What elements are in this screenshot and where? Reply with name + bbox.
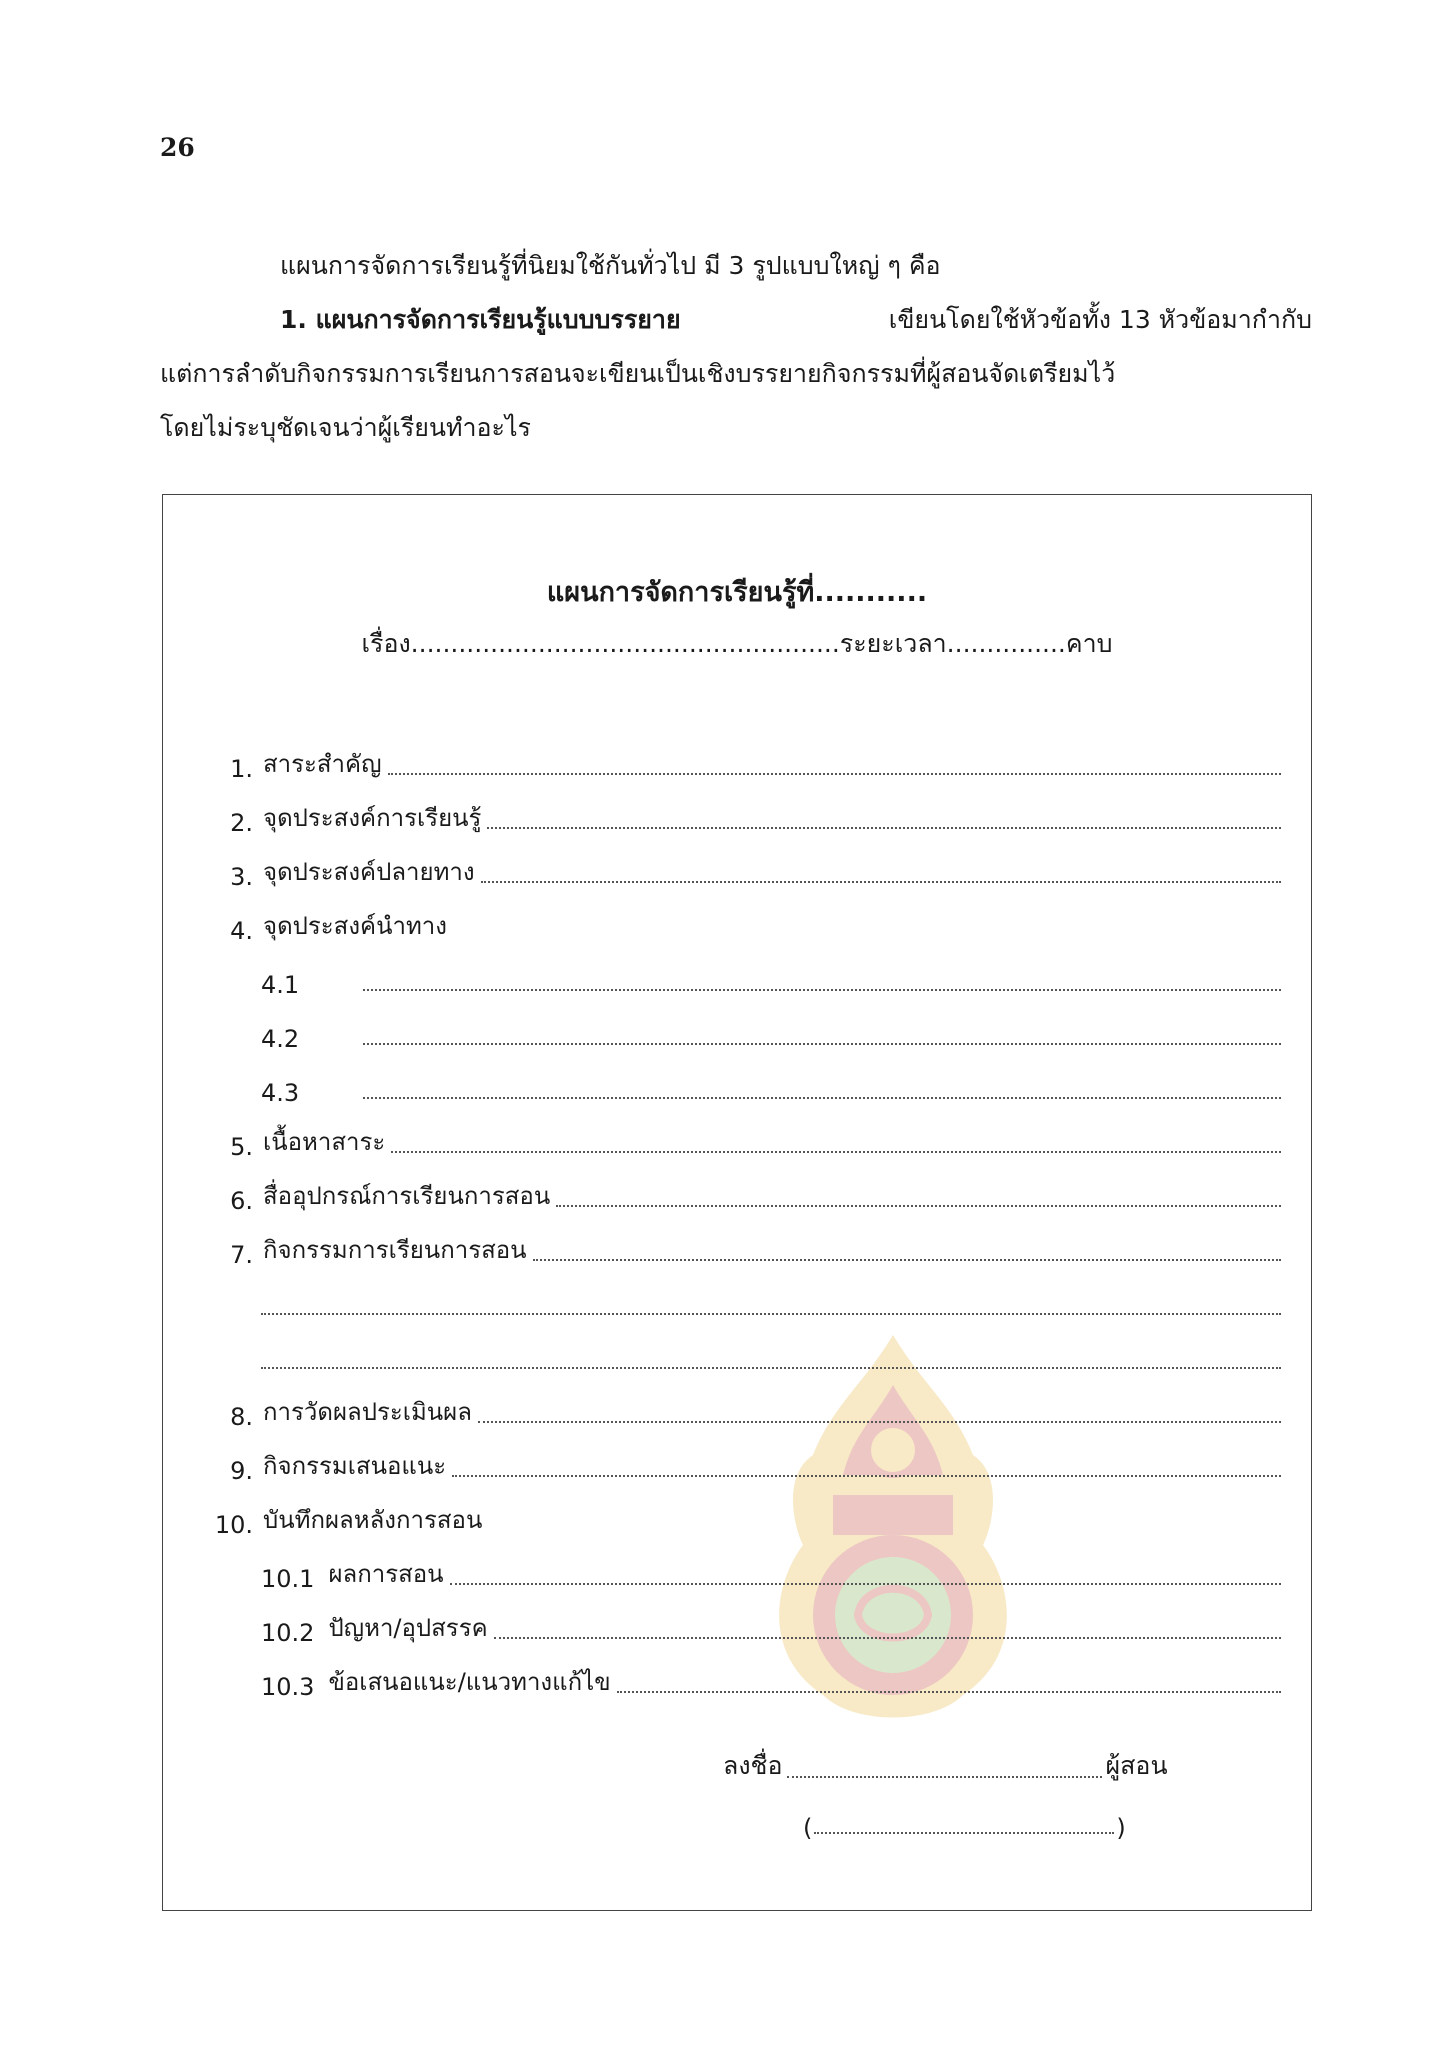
form-line-5: 5. เนื้อหาสาระ [213,1121,1281,1161]
form-line-10-3: 10.3 ข้อเสนอแนะ/แนวทางแก้ไข [261,1661,1281,1701]
intro-line-3: แต่การลำดับกิจกรรมการเรียนการสอนจะเขียนเป็นเชิงบรรยายกิจกรรมที่ผู้สอนจัดเตรียมไว้ [160,359,1116,388]
form-line-10: 10. บันทึกผลหลังการสอน [214,1506,483,1539]
form-line-7-blank-2 [261,1337,1281,1377]
intro-line-2 [280,295,1312,345]
form-line-4-3: 4.3 [261,1067,1281,1107]
form-line-7: 7. กิจกรรมการเรียนการสอน [213,1229,1281,1269]
signature-line: ลงชื่อ ผู้สอน [723,1751,1168,1780]
intro-line-2-rest: เขียนโดยใช้หัวข้อทั้ง 13 หัวข้อมากำกับ [888,305,1312,334]
lesson-plan-form [162,494,1312,1911]
form-title: แผนการจัดการเรียนรู้ที่........... [546,577,928,608]
form-line-4: 4. จุดประสงค์นำทาง [230,912,447,945]
form-line-4-2: 4.2 [261,1013,1281,1053]
form-line-4-1: 4.1 [261,959,1281,999]
page-number: 26 [160,133,195,162]
signature-name-line: ( ) [803,1814,1126,1842]
intro-line-4: โดยไม่ระบุชัดเจนว่าผู้เรียนทำอะไร [160,413,531,442]
form-line-10-2: 10.2 ปัญหา/อุปสรรค [261,1607,1281,1647]
form-line-8: 8. การวัดผลประเมินผล [213,1391,1281,1431]
form-line-1: 1. สาระสำคัญ [213,743,1281,783]
intro-line-1: แผนการจัดการเรียนรู้ที่นิยมใช้กันทั่วไป มี 3 รูปแบบใหญ่ ๆ คือ [280,251,941,280]
form-line-9: 9. กิจกรรมเสนอแนะ [213,1445,1281,1485]
form-line-2: 2. จุดประสงค์การเรียนรู้ [213,797,1281,837]
intro-line-2-heading: 1. แผนการจัดการเรียนรู้แบบบรรยาย [280,305,681,334]
form-line-6: 6. สื่ออุปกรณ์การเรียนการสอน [213,1175,1281,1215]
form-line-7-blank-1 [261,1283,1281,1323]
form-subtitle: เรื่อง......................................................ระยะเวลา...............คาบ [361,629,1113,658]
form-line-3: 3. จุดประสงค์ปลายทาง [213,851,1281,891]
form-line-10-1: 10.1 ผลการสอน [261,1553,1281,1593]
